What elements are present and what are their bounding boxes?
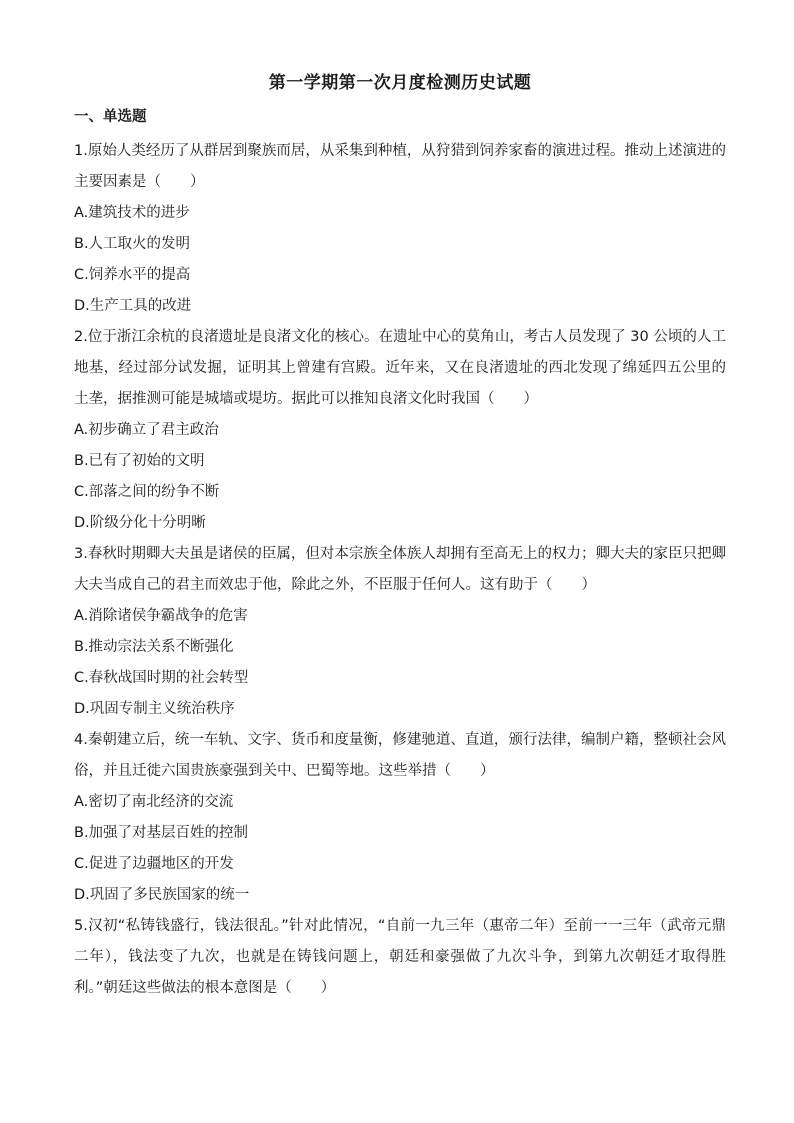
option-d: D.生产工具的改进 [74, 298, 192, 314]
question-1 [74, 136, 726, 322]
question-stem: 1.原始人类经历了从群居到聚族而居，从采集到种植，从狩猎到饲养家畜的演进过程。推动上述演进的主要因素是（ ） [74, 143, 726, 190]
option-c: C.促进了边疆地区的开发 [74, 856, 234, 872]
option-a: A.建筑技术的进步 [74, 205, 190, 221]
option-d: D.巩固专制主义统治秩序 [74, 701, 235, 717]
option-a: A.密切了南北经济的交流 [74, 794, 234, 810]
question-5 [74, 911, 726, 1004]
question-stem: 2.位于浙江余杭的良渚遗址是良渚文化的核心。在遗址中心的莫角山，考古人员发现了 30 公顷的人工地基，经过部分试发掘，证明其上曾建有宫殿。近年来，又在良渚遗址的西北发现了绵延四五公里的土垄，据推测可能是城墙或堤坊。据此可以推知良渚文化时我国（ ） [74, 329, 726, 407]
option-c: C.饲养水平的提高 [74, 267, 191, 283]
option-a: A.初步确立了君主政治 [74, 422, 219, 438]
option-b: B.人工取火的发明 [74, 236, 191, 252]
question-stem: 5.汉初“私铸钱盛行，钱法很乱。”针对此情况，“自前一九三年（惠帝二年）至前一一三年（武帝元鼎二年），钱法变了九次，也就是在铸钱问题上，朝廷和豪强做了九次斗争，到第九次朝廷才取得胜利。”朝廷这些做法的根本意图是（ ） [74, 918, 726, 996]
page-title: 第一学期第一次月度检测历史试题 [268, 73, 532, 93]
option-c: C.春秋战国时期的社会转型 [74, 670, 249, 686]
question-2 [74, 322, 726, 539]
question-3 [74, 539, 726, 725]
question-stem: 4.秦朝建立后，统一车轨、文字、货币和度量衡，修建驰道、直道，颁行法律，编制户籍，整顿社会风俗，并且迁徙六国贵族豪强到关中、巴蜀等地。这些举措（ ） [74, 732, 726, 779]
option-b: B.已有了初始的文明 [74, 453, 205, 469]
option-b: B.加强了对基层百姓的控制 [74, 825, 249, 841]
section-heading: 一、单选题 [74, 109, 147, 125]
option-d: D.阶级分化十分明晰 [74, 515, 206, 531]
exam-page [74, 70, 726, 1004]
option-a: A.消除诸侯争霸战争的危害 [74, 608, 248, 624]
option-b: B.推动宗法关系不断强化 [74, 639, 234, 655]
question-4 [74, 725, 726, 911]
option-c: C.部落之间的纷争不断 [74, 484, 220, 500]
option-d: D.巩固了多民族国家的统一 [74, 887, 250, 903]
question-stem: 3.春秋时期卿大夫虽是诸侯的臣属，但对本宗族全体族人却拥有至高无上的权力；卿大夫的家臣只把卿大夫当成自己的君主而效忠于他，除此之外，不臣服于任何人。这有助于（ ） [74, 546, 726, 593]
